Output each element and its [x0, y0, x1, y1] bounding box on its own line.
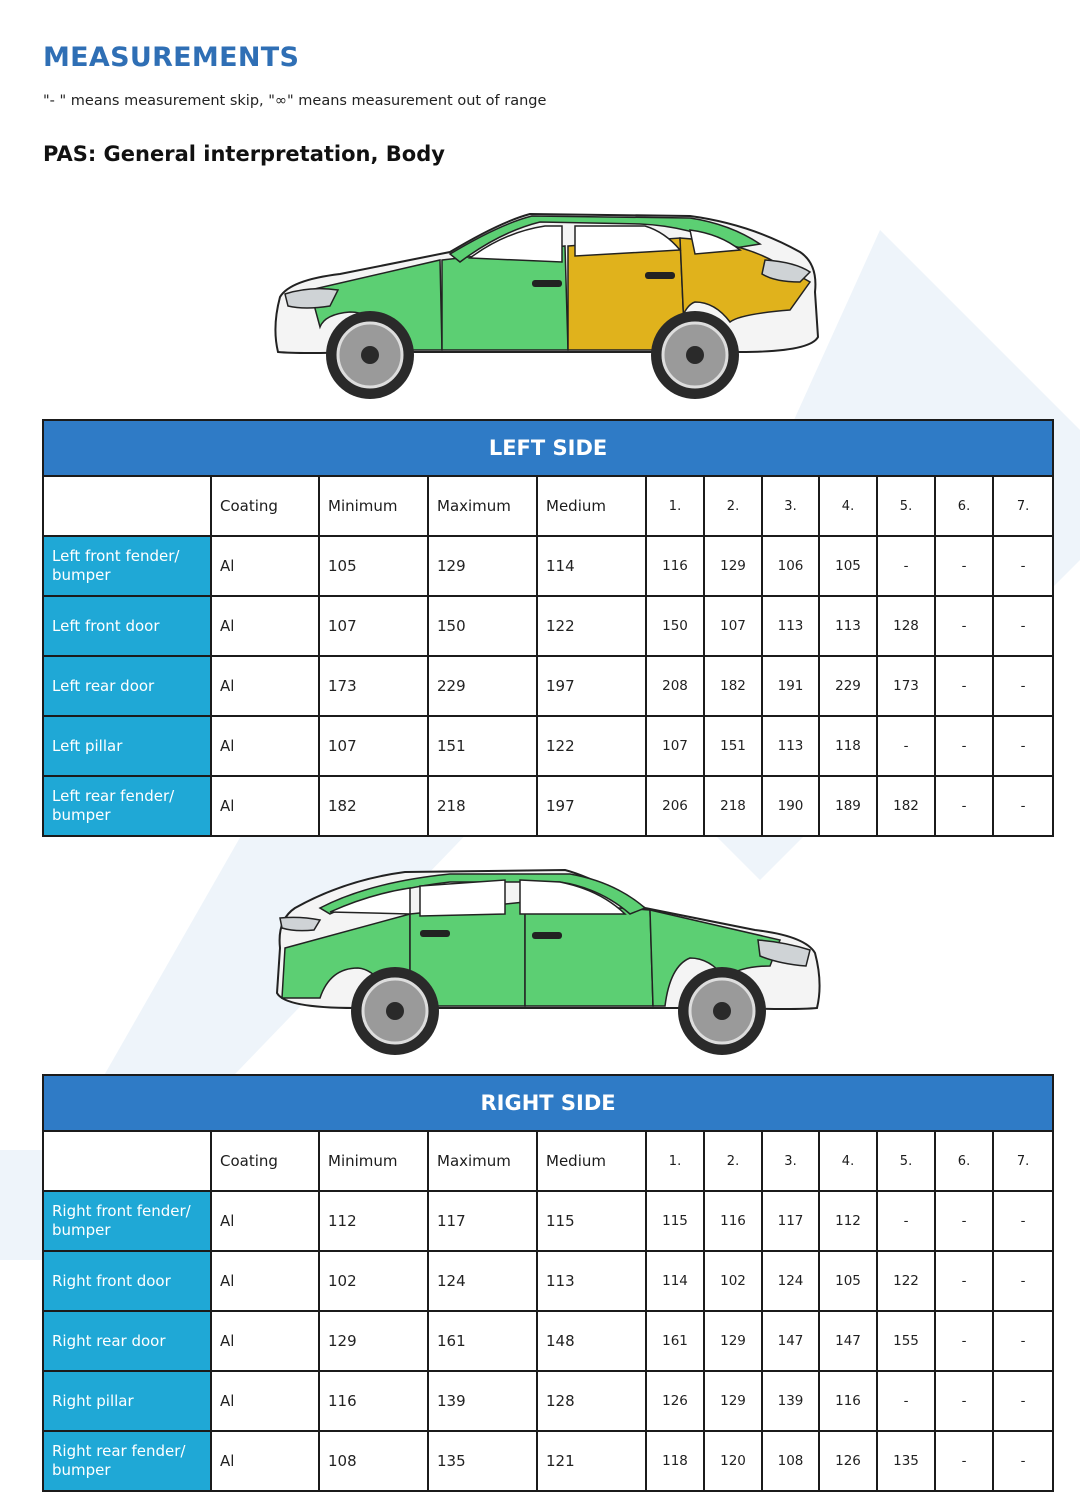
measure-cell: - — [993, 1191, 1053, 1251]
measure-cell: 182 — [877, 776, 935, 836]
left-header-row — [43, 476, 1053, 536]
measure-cell: 113 — [762, 716, 819, 776]
measure-cell: 161 — [646, 1311, 704, 1371]
header-m6: 6. — [935, 1131, 993, 1191]
measure-cell: 124 — [762, 1251, 819, 1311]
left-side-title: LEFT SIDE — [43, 420, 1053, 476]
med-cell: 121 — [537, 1431, 646, 1491]
header-m7: 7. — [993, 476, 1053, 536]
max-cell: 151 — [428, 716, 537, 776]
measure-cell: - — [935, 656, 993, 716]
min-cell: 182 — [319, 776, 428, 836]
header-m5: 5. — [877, 476, 935, 536]
measure-cell: 190 — [762, 776, 819, 836]
header-coating: Coating — [211, 1131, 319, 1191]
table-row — [43, 1311, 1053, 1371]
coating-cell: Al — [211, 776, 319, 836]
header-maximum: Maximum — [428, 1131, 537, 1191]
measure-cell: - — [877, 1371, 935, 1431]
measure-cell: 128 — [877, 596, 935, 656]
med-cell: 148 — [537, 1311, 646, 1371]
measure-cell: - — [993, 776, 1053, 836]
max-cell: 139 — [428, 1371, 537, 1431]
max-cell: 218 — [428, 776, 537, 836]
med-cell: 197 — [537, 776, 646, 836]
header-m3: 3. — [762, 1131, 819, 1191]
min-cell: 107 — [319, 596, 428, 656]
table-row — [43, 1431, 1053, 1491]
min-cell: 116 — [319, 1371, 428, 1431]
measure-cell: 218 — [704, 776, 762, 836]
measure-cell: 112 — [819, 1191, 877, 1251]
max-cell: 129 — [428, 536, 537, 596]
measure-cell: 105 — [819, 1251, 877, 1311]
right-header-row — [43, 1131, 1053, 1191]
measure-cell: - — [993, 716, 1053, 776]
table-row — [43, 656, 1053, 716]
measure-cell: 116 — [704, 1191, 762, 1251]
measure-cell: - — [993, 1311, 1053, 1371]
measure-cell: 126 — [819, 1431, 877, 1491]
measure-cell: 151 — [704, 716, 762, 776]
max-cell: 150 — [428, 596, 537, 656]
measure-cell: 115 — [646, 1191, 704, 1251]
right-side-title: RIGHT SIDE — [43, 1075, 1053, 1131]
table-row — [43, 716, 1053, 776]
measure-cell: 129 — [704, 536, 762, 596]
header-m1: 1. — [646, 1131, 704, 1191]
coating-cell: Al — [211, 656, 319, 716]
table-row — [43, 776, 1053, 836]
med-cell: 113 — [537, 1251, 646, 1311]
measurement-legend: "- " means measurement skip, "∞" means measurement out of range — [43, 93, 547, 109]
measure-cell: - — [877, 1191, 935, 1251]
header-m5: 5. — [877, 1131, 935, 1191]
row-label: Left rear fender/ bumper — [43, 776, 211, 836]
measure-cell: - — [993, 596, 1053, 656]
header-m1: 1. — [646, 476, 704, 536]
measure-cell: 229 — [819, 656, 877, 716]
coating-cell: Al — [211, 1431, 319, 1491]
measure-cell: 208 — [646, 656, 704, 716]
header-m4: 4. — [819, 476, 877, 536]
section-subtitle: PAS: General interpretation, Body — [43, 142, 445, 166]
left-side-table — [42, 419, 1054, 837]
measure-cell: 116 — [646, 536, 704, 596]
med-cell: 122 — [537, 716, 646, 776]
measure-cell: 102 — [704, 1251, 762, 1311]
med-cell: 197 — [537, 656, 646, 716]
header-coating: Coating — [211, 476, 319, 536]
coating-cell: Al — [211, 716, 319, 776]
max-cell: 161 — [428, 1311, 537, 1371]
med-cell: 128 — [537, 1371, 646, 1431]
header-minimum: Minimum — [319, 1131, 428, 1191]
header-medium: Medium — [537, 476, 646, 536]
row-label: Left front door — [43, 596, 211, 656]
min-cell: 129 — [319, 1311, 428, 1371]
measure-cell: 147 — [819, 1311, 877, 1371]
measure-cell: - — [935, 536, 993, 596]
measure-cell: - — [993, 1371, 1053, 1431]
measure-cell: 191 — [762, 656, 819, 716]
max-cell: 117 — [428, 1191, 537, 1251]
page-title: MEASUREMENTS — [43, 42, 300, 73]
min-cell: 112 — [319, 1191, 428, 1251]
measure-cell: 118 — [646, 1431, 704, 1491]
measure-cell: 107 — [704, 596, 762, 656]
measure-cell: 116 — [819, 1371, 877, 1431]
measure-cell: 118 — [819, 716, 877, 776]
table-row — [43, 596, 1053, 656]
header-empty-cell — [43, 1131, 211, 1191]
measure-cell: - — [935, 776, 993, 836]
measure-cell: 108 — [762, 1431, 819, 1491]
measure-cell: - — [993, 1431, 1053, 1491]
coating-cell: Al — [211, 596, 319, 656]
measure-cell: - — [993, 1251, 1053, 1311]
measure-cell: - — [993, 536, 1053, 596]
table-row — [43, 1251, 1053, 1311]
row-label: Right front fender/ bumper — [43, 1191, 211, 1251]
measure-cell: 106 — [762, 536, 819, 596]
measure-cell: - — [935, 596, 993, 656]
measure-cell: 113 — [762, 596, 819, 656]
measure-cell: 182 — [704, 656, 762, 716]
coating-cell: Al — [211, 1251, 319, 1311]
measure-cell: 107 — [646, 716, 704, 776]
measure-cell: - — [935, 1431, 993, 1491]
header-m6: 6. — [935, 476, 993, 536]
coating-cell: Al — [211, 536, 319, 596]
measure-cell: - — [935, 1311, 993, 1371]
header-m2: 2. — [704, 476, 762, 536]
measure-cell: - — [877, 536, 935, 596]
measure-cell: 120 — [704, 1431, 762, 1491]
measure-cell: 114 — [646, 1251, 704, 1311]
measure-cell: - — [935, 1191, 993, 1251]
measure-cell: 206 — [646, 776, 704, 836]
row-label: Right rear fender/ bumper — [43, 1431, 211, 1491]
table-row — [43, 1371, 1053, 1431]
measure-cell: 129 — [704, 1371, 762, 1431]
measure-cell: 105 — [819, 536, 877, 596]
header-minimum: Minimum — [319, 476, 428, 536]
coating-cell: Al — [211, 1191, 319, 1251]
measure-cell: - — [993, 656, 1053, 716]
measure-cell: - — [935, 1251, 993, 1311]
table-row — [43, 1191, 1053, 1251]
header-m2: 2. — [704, 1131, 762, 1191]
max-cell: 124 — [428, 1251, 537, 1311]
measure-cell: 129 — [704, 1311, 762, 1371]
measure-cell: 139 — [762, 1371, 819, 1431]
max-cell: 135 — [428, 1431, 537, 1491]
right-side-car-diagram — [270, 858, 825, 1063]
row-label: Left front fender/ bumper — [43, 536, 211, 596]
left-side-rows — [43, 536, 1053, 836]
measure-cell: - — [935, 1371, 993, 1431]
row-label: Left rear door — [43, 656, 211, 716]
measure-cell: 173 — [877, 656, 935, 716]
measure-cell: 150 — [646, 596, 704, 656]
min-cell: 105 — [319, 536, 428, 596]
measure-cell: 113 — [819, 596, 877, 656]
med-cell: 122 — [537, 596, 646, 656]
header-maximum: Maximum — [428, 476, 537, 536]
measure-cell: 117 — [762, 1191, 819, 1251]
measure-cell: 189 — [819, 776, 877, 836]
row-label: Left pillar — [43, 716, 211, 776]
measure-cell: 135 — [877, 1431, 935, 1491]
min-cell: 107 — [319, 716, 428, 776]
min-cell: 102 — [319, 1251, 428, 1311]
header-m7: 7. — [993, 1131, 1053, 1191]
min-cell: 173 — [319, 656, 428, 716]
header-m4: 4. — [819, 1131, 877, 1191]
max-cell: 229 — [428, 656, 537, 716]
right-side-rows — [43, 1191, 1053, 1491]
min-cell: 108 — [319, 1431, 428, 1491]
med-cell: 114 — [537, 536, 646, 596]
header-medium: Medium — [537, 1131, 646, 1191]
right-side-table — [42, 1074, 1054, 1492]
row-label: Right front door — [43, 1251, 211, 1311]
measure-cell: 122 — [877, 1251, 935, 1311]
left-side-car-diagram — [270, 202, 825, 407]
coating-cell: Al — [211, 1371, 319, 1431]
row-label: Right rear door — [43, 1311, 211, 1371]
header-m3: 3. — [762, 476, 819, 536]
measure-cell: - — [935, 716, 993, 776]
measure-cell: 147 — [762, 1311, 819, 1371]
row-label: Right pillar — [43, 1371, 211, 1431]
coating-cell: Al — [211, 1311, 319, 1371]
measure-cell: - — [877, 716, 935, 776]
med-cell: 115 — [537, 1191, 646, 1251]
measure-cell: 155 — [877, 1311, 935, 1371]
measure-cell: 126 — [646, 1371, 704, 1431]
table-row — [43, 536, 1053, 596]
header-empty-cell — [43, 476, 211, 536]
